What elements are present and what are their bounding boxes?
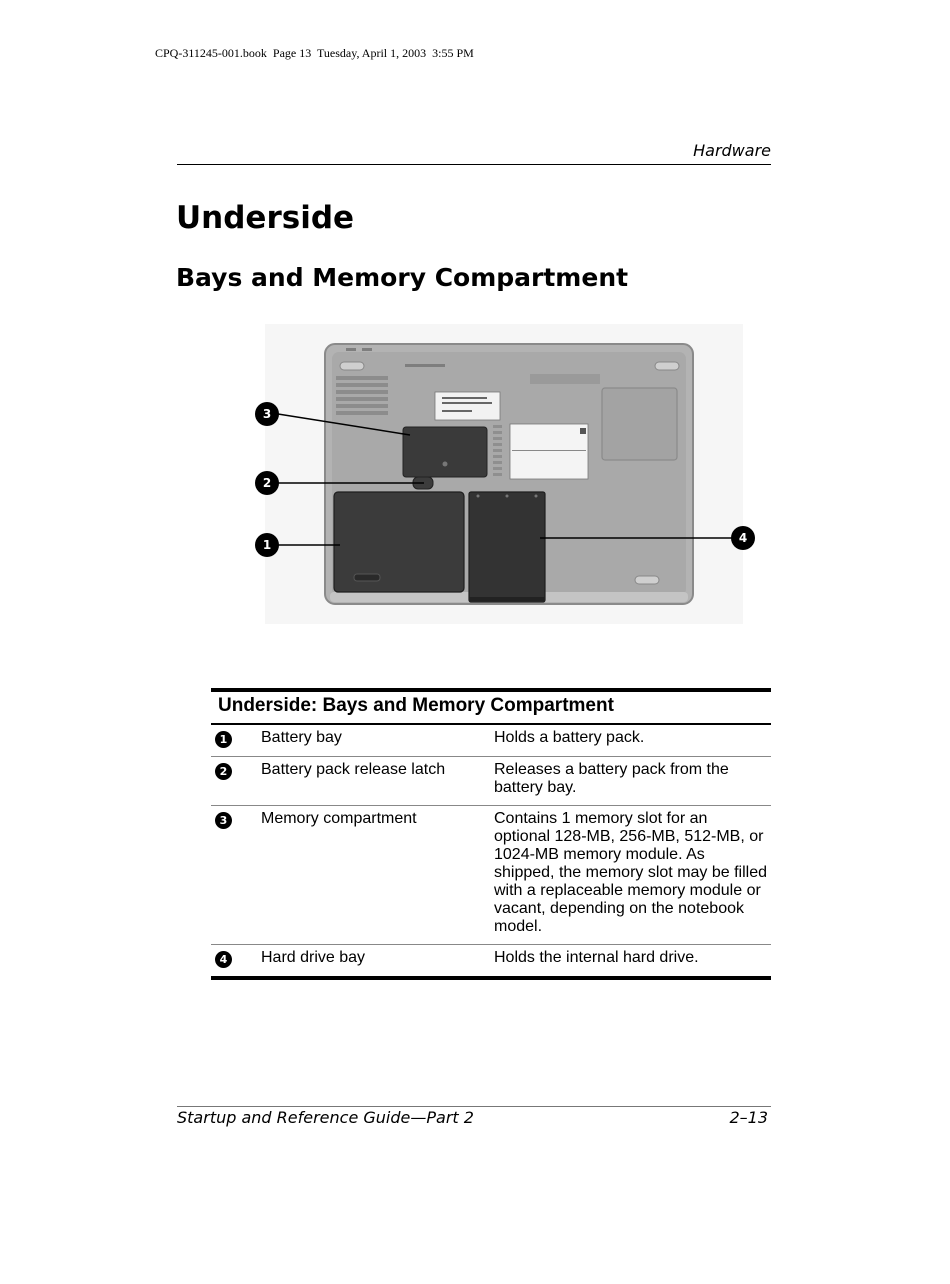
component-description: Holds the internal hard drive.: [490, 945, 771, 979]
callout-1: [255, 533, 279, 557]
notebook-underside-illustration: [250, 322, 760, 627]
header-rule: [177, 164, 771, 165]
memory-compartment: [403, 427, 487, 477]
callout-1-label: 1: [262, 538, 272, 552]
table-row: [211, 724, 771, 757]
row-number-badge: 2: [215, 763, 232, 780]
table-caption: Underside: Bays and Memory Compartment: [211, 690, 771, 724]
table-row: [211, 945, 771, 979]
running-head: Hardware: [693, 141, 771, 160]
component-description: Releases a battery pack from the battery bay.: [490, 757, 771, 806]
callout-4: [731, 526, 755, 550]
row-number-badge: 1: [215, 731, 232, 748]
callout-2: [255, 471, 279, 495]
footer-book-title: Startup and Reference Guide—Part 2: [177, 1108, 474, 1127]
component-description: Holds a battery pack.: [490, 724, 771, 757]
component-description: Contains 1 memory slot for an optional 128-MB, 256-MB, 512-MB, or 1024-MB memory module. As shipped, the memory slot may be filled with a replaceable memory module or vacant, depending on the notebook model.: [490, 806, 771, 945]
callout-3-label: 3: [262, 407, 272, 421]
callout-3: [255, 402, 279, 426]
serial-label: [435, 392, 500, 420]
footer-rule: [177, 1106, 771, 1107]
section-title: Bays and Memory Compartment: [176, 263, 629, 292]
page-title: Underside: [176, 200, 355, 236]
regulatory-label: [510, 424, 588, 479]
components-table: [211, 688, 771, 980]
table-row: [211, 757, 771, 806]
callout-4-label: 4: [738, 531, 748, 545]
component-name: Hard drive bay: [257, 945, 490, 979]
callout-2-label: 2: [262, 476, 272, 490]
hard-drive-bay: [469, 492, 545, 602]
component-name: Memory compartment: [257, 806, 490, 945]
print-header: CPQ-311245-001.book Page 13 Tuesday, April 1, 2003 3:55 PM: [155, 46, 474, 60]
row-number-badge: 3: [215, 812, 232, 829]
component-name: Battery bay: [257, 724, 490, 757]
component-name: Battery pack release latch: [257, 757, 490, 806]
table-row: [211, 806, 771, 945]
minipci-door: [602, 388, 677, 460]
footer-page-number: 2–13: [729, 1108, 768, 1127]
center-vent-strip: [493, 425, 502, 476]
row-number-badge: 4: [215, 951, 232, 968]
